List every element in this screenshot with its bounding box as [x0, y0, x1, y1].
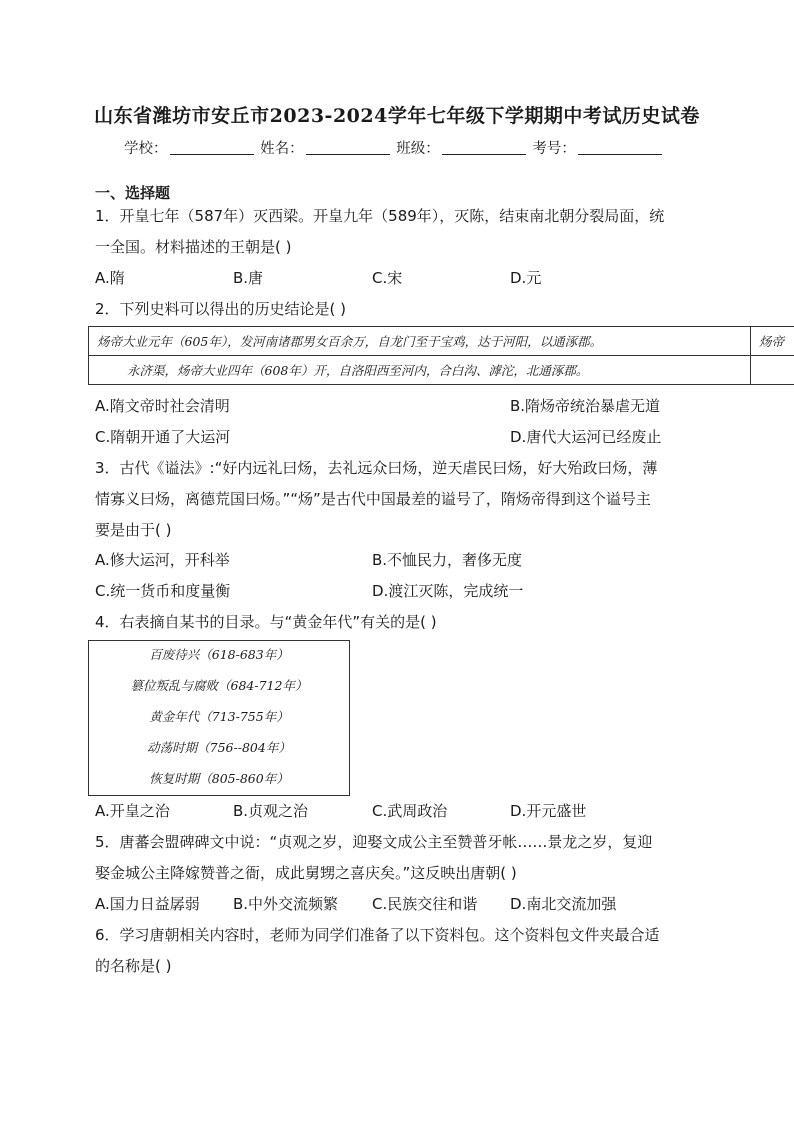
q4-option-c[interactable]: C.武周政治: [372, 802, 448, 820]
q2-stem: 2．下列史料可以得出的历史结论是( ): [95, 300, 347, 318]
q5-option-c[interactable]: C.民族交往和谐: [372, 895, 478, 913]
q3-stem-line1: 3．古代《谥法》:“好内远礼曰炀，去礼远众曰炀，逆天虐民曰炀，好大殆政曰炀，薄: [95, 459, 658, 477]
q3-option-d[interactable]: D.渡江灭陈，完成统一: [372, 582, 524, 600]
page-title: 山东省潍坊市安丘市2023-2024学年七年级下学期期中考试历史试卷: [94, 105, 700, 127]
q5-stem-line2: 娶金城公主降嫁赞普之衙，成此舅甥之喜庆矣。”这反映出唐朝( ): [95, 864, 517, 882]
q4-option-b[interactable]: B.贞观之治: [233, 802, 309, 820]
q3-option-a[interactable]: A.修大运河，开科举: [95, 551, 230, 569]
table-row: 黄金年代（713-755年）: [149, 709, 289, 724]
number-blank[interactable]: [578, 140, 662, 155]
table-cell: 炀帝大业元年（605年），发河南诸郡男女百余万，自龙门至于宝鸡，达于河阳，以通涿郡。: [89, 327, 751, 356]
table-cell: 永济渠，炀帝大业四年（608年）开，自洛阳西至河内，合白沟、滹沱，北通涿郡。: [89, 356, 751, 385]
q5-option-d[interactable]: D.南北交流加强: [510, 895, 617, 913]
q1-stem-line2: 一全国。材料描述的王朝是( ): [95, 238, 292, 256]
class-label: 班级：: [396, 141, 440, 157]
section-heading: 一、选择题: [95, 184, 171, 202]
class-blank[interactable]: [442, 140, 526, 155]
q1-stem-line1: 1．开皇七年（587年）灭西梁。开皇九年（589年），灭陈，结束南北朝分裂局面，统: [95, 207, 665, 225]
q2-option-c[interactable]: C.隋朝开通了大运河: [95, 428, 231, 446]
table-row: 恢复时期（805-860年）: [149, 771, 289, 786]
table-cell: 炀帝: [751, 327, 794, 356]
table-row: 篡位叛乱与腐败（684-712年）: [130, 678, 308, 693]
q6-stem-line1: 6．学习唐朝相关内容时，老师为同学们准备了以下资料包。这个资料包文件夹最合适: [95, 926, 660, 944]
q3-option-c[interactable]: C.统一货币和度量衡: [95, 582, 231, 600]
school-blank[interactable]: [170, 140, 254, 155]
q2-option-b[interactable]: B.隋炀帝统治暴虐无道: [510, 397, 661, 415]
q2-option-d[interactable]: D.唐代大运河已经废止: [510, 428, 662, 446]
table-cell: [751, 356, 794, 385]
q1-option-b[interactable]: B.唐: [233, 269, 264, 287]
q4-option-d[interactable]: D.开元盛世: [510, 802, 587, 820]
q5-stem-line1: 5．唐蕃会盟碑碑文中说：“贞观之岁，迎娶文成公主至赞普牙帐……景龙之岁，复迎: [95, 833, 653, 851]
table-row: [89, 356, 794, 385]
q6-stem-line2: 的名称是( ): [95, 957, 172, 975]
q4-option-a[interactable]: A.开皇之治: [95, 802, 170, 820]
table-row: 百废待兴（618-683年）: [149, 647, 289, 662]
q2-option-a[interactable]: A.隋文帝时社会清明: [95, 397, 230, 415]
q3-stem-line3: 要是由于( ): [95, 521, 172, 539]
q5-option-a[interactable]: A.国力日益孱弱: [95, 895, 200, 913]
q3-stem-line2: 情寡义曰炀，离德荒国曰炀。”“炀”是古代中国最差的谥号了，隋炀帝得到这个谥号主: [95, 490, 651, 508]
q4-stem: 4．右表摘自某书的目录。与“黄金年代”有关的是( ): [95, 613, 437, 631]
q3-option-b[interactable]: B.不恤民力，奢侈无度: [372, 551, 523, 569]
number-label: 考号：: [532, 141, 576, 157]
q2-source-table: [88, 326, 794, 385]
q1-option-d[interactable]: D.元: [510, 269, 542, 287]
q4-contents-table: [88, 640, 350, 796]
q1-option-a[interactable]: A.隋: [95, 269, 125, 287]
name-blank[interactable]: [306, 140, 390, 155]
name-label: 姓名：: [260, 141, 304, 157]
student-info-row: [124, 137, 664, 158]
table-row: 动荡时期（756--804年）: [147, 740, 291, 755]
table-row: [89, 327, 794, 356]
school-label: 学校：: [124, 141, 168, 157]
q5-option-b[interactable]: B.中外交流频繁: [233, 895, 339, 913]
q1-option-c[interactable]: C.宋: [372, 269, 403, 287]
